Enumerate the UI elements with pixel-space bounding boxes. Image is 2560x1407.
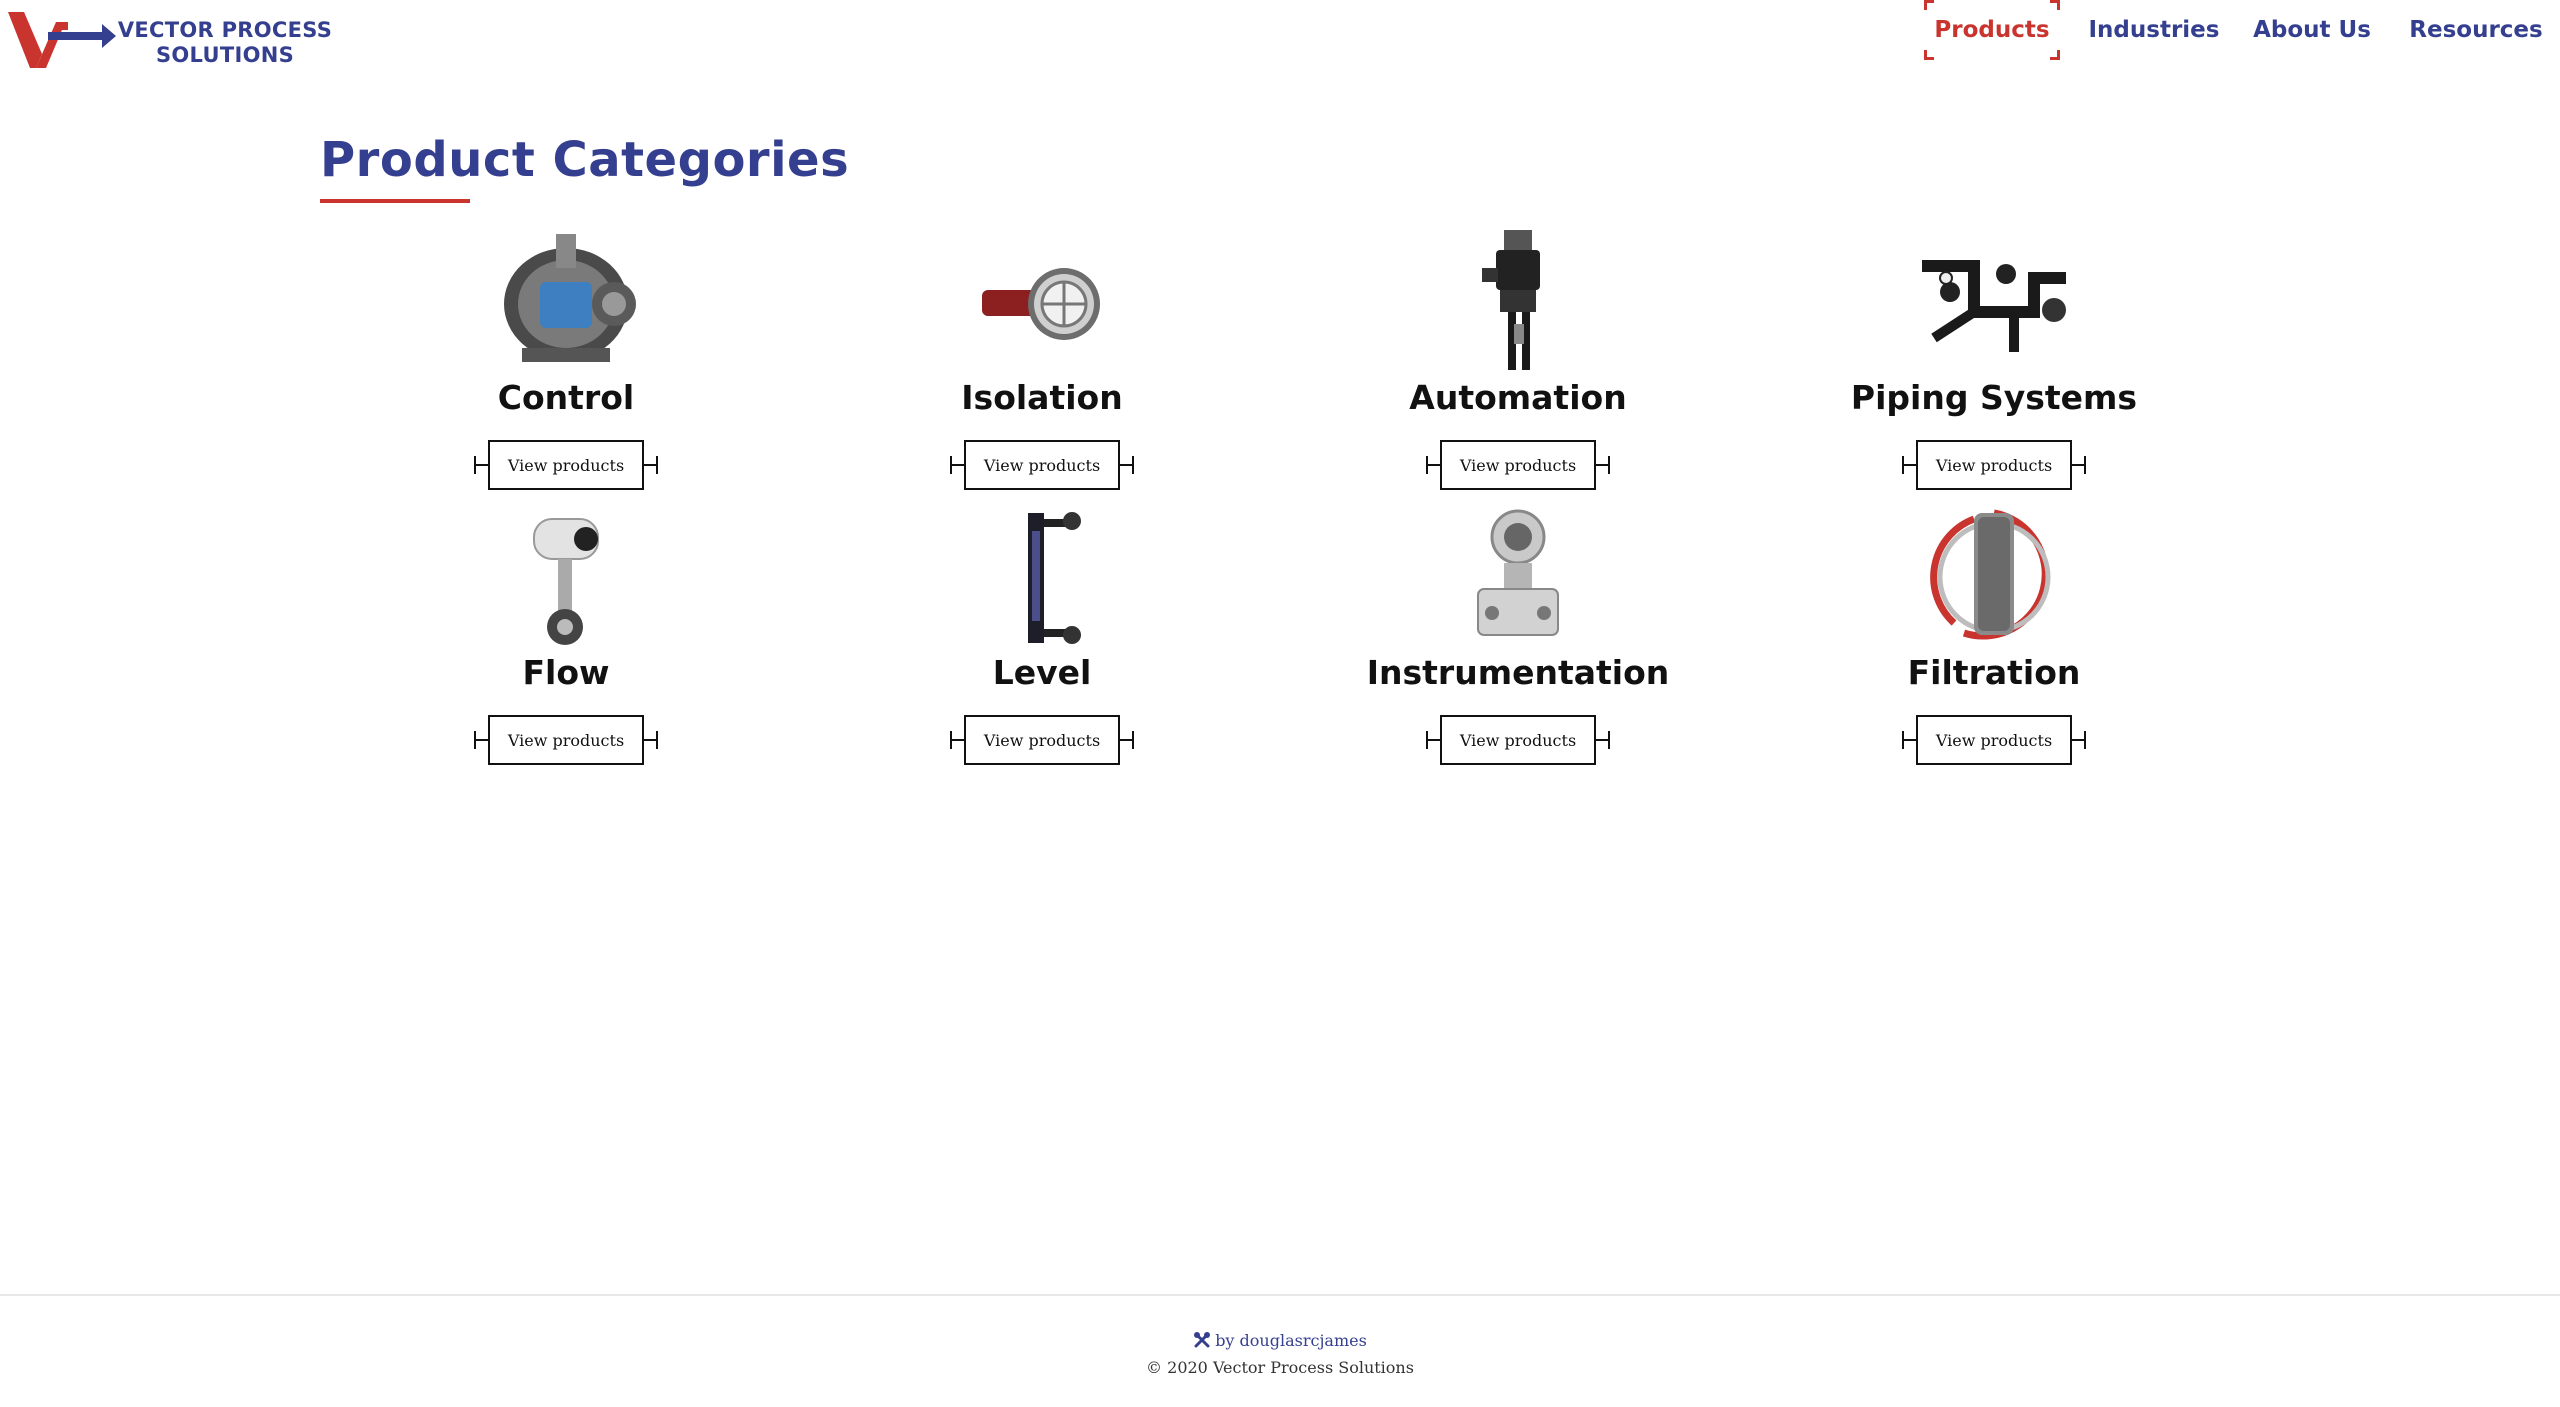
view-products-button[interactable]: View products <box>1440 715 1596 765</box>
footer-credit[interactable] <box>0 1331 2560 1350</box>
button-rule-tick <box>950 731 952 749</box>
view-products-button[interactable]: View products <box>488 715 644 765</box>
category-label: Instrumentation <box>1366 653 1670 692</box>
button-rule-tick <box>2084 456 2086 474</box>
button-rule-tick <box>1426 731 1428 749</box>
title-underline <box>320 199 470 203</box>
button-rule-tick <box>2084 731 2086 749</box>
category-card-filtration <box>1794 503 2194 773</box>
button-rule-tick <box>474 456 476 474</box>
category-card-isolation <box>842 228 1242 498</box>
category-card-level <box>842 503 1242 773</box>
view-products-instrumentation <box>1426 715 1610 765</box>
nav-products[interactable] <box>1924 0 2060 60</box>
button-rule-tick <box>474 731 476 749</box>
logo-wordmark <box>112 18 338 68</box>
category-card-piping-systems <box>1794 228 2194 498</box>
button-rule-tick <box>1608 731 1610 749</box>
site-logo[interactable] <box>8 10 338 72</box>
view-products-isolation <box>950 440 1134 490</box>
footer-divider <box>0 1294 2560 1296</box>
view-products-button[interactable]: View products <box>964 440 1120 490</box>
nav-industries[interactable] <box>2088 0 2220 60</box>
button-rule-tick <box>1902 731 1904 749</box>
nav-industries-label: Industries <box>2088 17 2220 43</box>
nav-resources-label: Resources <box>2409 17 2543 43</box>
logo-line-1: VECTOR PROCESS <box>117 18 333 42</box>
actuator-image <box>1438 228 1598 378</box>
nav-about-us-label: About Us <box>2253 17 2371 43</box>
view-products-filtration <box>1902 715 2086 765</box>
nav-about-us[interactable] <box>2252 0 2372 60</box>
filter-cartridge-image <box>1914 503 2074 653</box>
button-rule-tick <box>1608 456 1610 474</box>
view-products-flow <box>474 715 658 765</box>
button-rule-tick <box>1426 456 1428 474</box>
logo-line-2: SOLUTIONS <box>155 43 295 67</box>
active-corner <box>1924 0 1934 10</box>
nav-products-label: Products <box>1934 17 2050 43</box>
view-products-automation <box>1426 440 1610 490</box>
button-rule-tick <box>1132 456 1134 474</box>
active-corner <box>2050 0 2060 10</box>
button-rule-tick <box>1902 456 1904 474</box>
active-corner <box>2050 50 2060 60</box>
footer-copyright: © 2020 Vector Process Solutions <box>1146 1358 1414 1377</box>
transmitter-image <box>1438 503 1598 653</box>
level-gauge-image <box>962 503 1122 653</box>
button-rule-tick <box>656 456 658 474</box>
category-label: Filtration <box>1907 653 2081 692</box>
category-label: Piping Systems <box>1850 378 2138 417</box>
category-card-automation <box>1318 228 1718 498</box>
button-rule-tick <box>950 456 952 474</box>
page-title: Product Categories <box>320 132 850 188</box>
category-label: Level <box>992 653 1092 692</box>
button-rule-tick <box>1132 731 1134 749</box>
vector-logo-icon <box>8 10 118 72</box>
view-products-piping-systems <box>1902 440 2086 490</box>
view-products-button[interactable]: View products <box>488 440 644 490</box>
control-valve-image <box>486 228 646 378</box>
view-products-button[interactable]: View products <box>1440 440 1596 490</box>
view-products-button[interactable]: View products <box>964 715 1120 765</box>
view-products-control <box>474 440 658 490</box>
piping-assembly-image <box>1914 228 2074 378</box>
category-label: Automation <box>1409 378 1627 417</box>
view-products-button[interactable]: View products <box>1916 440 2072 490</box>
category-label: Isolation <box>961 378 1123 417</box>
view-products-button[interactable]: View products <box>1916 715 2072 765</box>
category-card-flow <box>366 503 766 773</box>
nav-resources[interactable] <box>2406 0 2546 60</box>
flow-meter-image <box>486 503 646 653</box>
category-card-control <box>366 228 766 498</box>
category-label: Control <box>497 378 635 417</box>
tools-icon <box>1193 1331 1211 1349</box>
category-card-instrumentation <box>1318 503 1718 773</box>
category-label: Flow <box>522 653 610 692</box>
button-rule-tick <box>656 731 658 749</box>
butterfly-valve-image <box>962 228 1122 378</box>
view-products-level <box>950 715 1134 765</box>
footer-credit-text: by douglasrcjames <box>1215 1331 1367 1350</box>
active-corner <box>1924 50 1934 60</box>
